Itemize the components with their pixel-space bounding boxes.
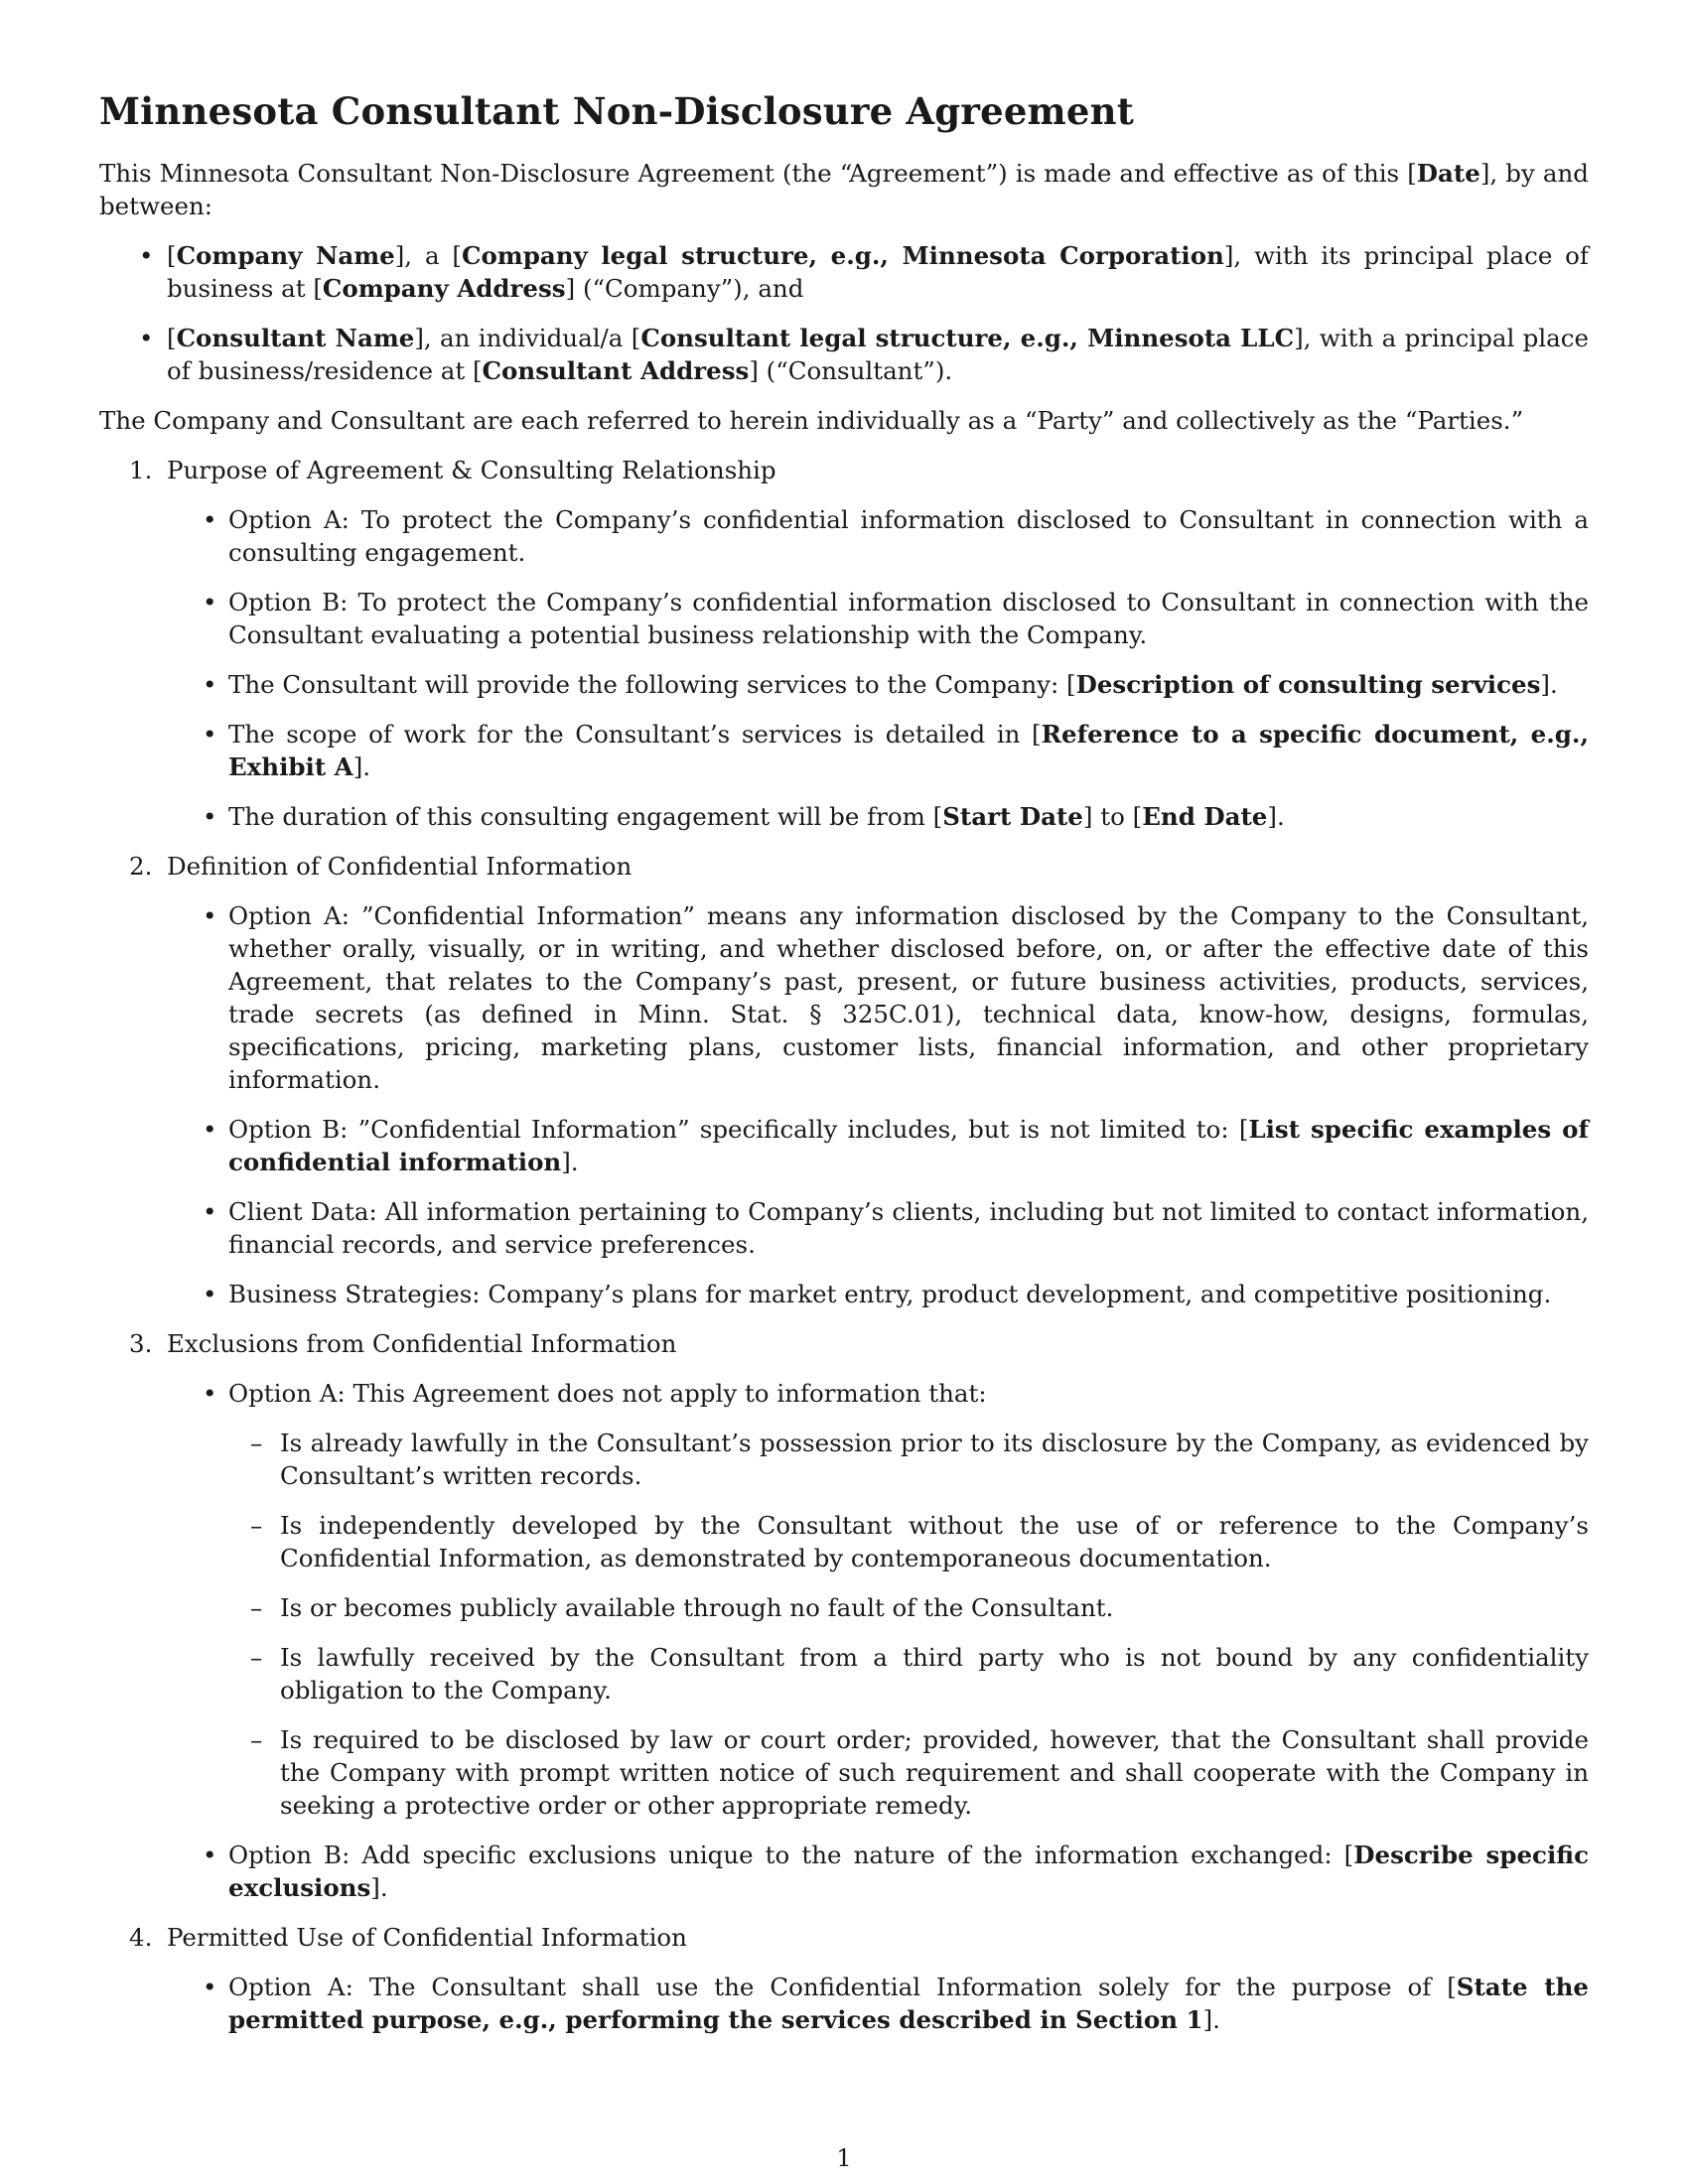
list-item: • The scope of work for the Consultant’s services is detailed in [Reference to a specific document, e.g., Exhibit A]. xyxy=(228,718,1589,783)
section-title: Purpose of Agreement & Consulting Relationship xyxy=(167,456,776,484)
sub-list-item: – Is required to be disclosed by law or court order; provided, however, that the Consultant shall provide the Company with prompt written notice of such requirement and shall cooperate with the Company in seeking a protective order or other appropriate remedy. xyxy=(280,1723,1589,1822)
section-title: Exclusions from Confidential Information xyxy=(167,1329,677,1358)
section-2 xyxy=(129,850,1589,1310)
page-number: 1 xyxy=(836,2144,852,2172)
section-number: 2. xyxy=(129,852,153,881)
sub-list-item: – Is independently developed by the Consultant without the use of or reference to the Company’s Confidential Information, as demonstrated by contemporaneous documentation. xyxy=(280,1509,1589,1574)
list-item: • Option A: To protect the Company’s confidential information disclosed to Consultant in connection with a consulting engagement. xyxy=(228,503,1589,569)
section-title: Permitted Use of Confidential Information xyxy=(167,1923,687,1952)
party-company: • [Company Name], a [Company legal structure, e.g., Minnesota Corporation], with its principal place of business at [Company Address] (“Company”), and xyxy=(167,239,1589,305)
parties-list xyxy=(99,239,1589,387)
list-item: • The duration of this consulting engagement will be from [Start Date] to [End Date]. xyxy=(228,800,1589,833)
list-item: • Option B: To protect the Company’s confidential information disclosed to Consultant in connection with the Consultant evaluating a potential business relationship with the Company. xyxy=(228,586,1589,651)
list-item: • Business Strategies: Company’s plans for market entry, product development, and competitive positioning. xyxy=(228,1278,1589,1310)
section-1 xyxy=(129,454,1589,833)
party-consultant: • [Consultant Name], an individual/a [Consultant legal structure, e.g., Minnesota LLC], with a principal place of business/residence at [Consultant Address] (“Consultant”). xyxy=(167,322,1589,387)
date-placeholder: Date xyxy=(1416,159,1480,188)
section-3 xyxy=(129,1327,1590,1904)
list-item: • Option A: ”Confidential Information” means any information disclosed by the Company to the Consultant, whether orally, visually, or in writing, and whether disclosed before, on, or after the effective date of this Agreement, that relates to the Company’s past, present, or future business activities, products, services, trade secrets (as defined in Minn. Stat. § 325C.01), technical data, know-how, designs, formulas, specifications, pricing, marketing plans, customer lists, financial information, and other proprietary information. xyxy=(228,899,1589,1096)
sub-list-item: – Is already lawfully in the Consultant’s possession prior to its disclosure by the Company, as evidenced by Consultant’s written records. xyxy=(280,1427,1589,1492)
sections-list xyxy=(99,454,1589,2036)
section-title: Definition of Confidential Information xyxy=(167,852,633,881)
document-page xyxy=(99,87,1589,2053)
exclusions-list xyxy=(228,1427,1589,1822)
list-item: • Option A: The Consultant shall use the Confidential Information solely for the purpose of [State the permitted purpose, e.g., performing the services described in Section 1]. xyxy=(228,1971,1589,2036)
sub-list-item: – Is or becomes publicly available through no fault of the Consultant. xyxy=(280,1591,1589,1624)
document-title: Minnesota Consultant Non-Disclosure Agreement xyxy=(99,89,1135,133)
list-item: • Option B: ”Confidential Information” specifically includes, but is not limited to: [List specific examples of confidential information]. xyxy=(228,1113,1589,1178)
list-item: • Option A: This Agreement does not apply to information that: – Is already lawfully in the Consultant’s possession prior to its disclosure by the Company, as evidenced by Consultant’s written records. – Is independently developed by the Consultant without the use of or reference to the Company’s Confidential Information, as demonstrated by contemporaneous documentation. – Is or becomes publicly available through no fault of the Consultant. – Is lawfully received by the Consultant from a third party who is not bound by any confidentiality obligation to the Company. – Is required to be disclosed by law or court order; provided, however, that the Consultant shall provide the Company with prompt written notice of such requirement and shall cooperate with the Company in seeking a protective order or other appropriate remedy. xyxy=(228,1377,1589,1822)
section-number: 3. xyxy=(129,1329,153,1358)
intro-paragraph: This Minnesota Consultant Non-Disclosure Agreement (the “Agreement”) is made and effective as of this [Date], by and between: xyxy=(99,159,1589,220)
list-item: • Option B: Add specific exclusions unique to the nature of the information exchanged: [Describe specific exclusions]. xyxy=(228,1839,1589,1904)
parties-note: The Company and Consultant are each referred to herein individually as a “Party” and collectively as the “Parties.” xyxy=(99,406,1524,435)
section-4 xyxy=(129,1921,1589,2036)
list-item: • The Consultant will provide the following services to the Company: [Description of consulting services]. xyxy=(228,668,1589,701)
list-item: • Client Data: All information pertaining to Company’s clients, including but not limited to contact information, financial records, and service preferences. xyxy=(228,1195,1589,1261)
sub-list-item: – Is lawfully received by the Consultant from a third party who is not bound by any confidentiality obligation to the Company. xyxy=(280,1641,1589,1706)
section-number: 4. xyxy=(129,1923,153,1952)
section-number: 1. xyxy=(129,456,153,484)
